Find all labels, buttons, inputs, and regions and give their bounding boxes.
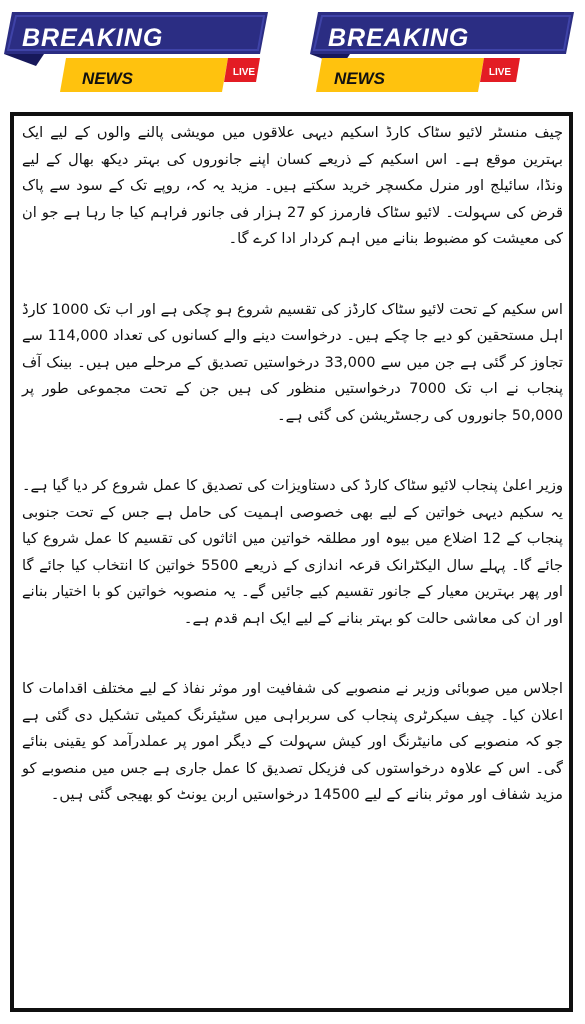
article-body xyxy=(22,120,563,809)
live-tag: LIVE xyxy=(232,67,256,78)
breaking-text: BREAKING xyxy=(328,24,470,52)
news-text: NEWS xyxy=(82,69,133,88)
article-paragraph: اجلاس میں صوبائی وزیر نے منصوبے کی شفافیت اور موثر نفاذ کے لیے مختلف اقدامات کا اعلان کیا۔ چیف سیکرٹری پنجاب کی سربراہی میں سٹیئرنگ کمیٹی تشکیل دی گئی ہے جو کہ منصوبے کی مانیٹرنگ اور کیش سہولت کے دیگر امور پر عملدرآمد کو یقینی بنائے گی۔ اس کے علاوہ درخواستوں کی فزیکل تصدیق کا عمل جاری ہے جس میں منصوبے کو مزید شفاف اور موثر بنانے کے لیے 14500 درخواستیں اربن یونٹ کو بھیجی گئی ہیں۔ xyxy=(22,680,563,803)
breaking-text: BREAKING xyxy=(22,24,164,52)
breaking-news-badge xyxy=(4,6,276,96)
news-text: NEWS xyxy=(334,69,385,88)
breaking-news-badge xyxy=(310,6,582,96)
article-paragraph: وزیر اعلیٰ پنجاب لائیو سٹاک کارڈ کی دستاویزات کی تصدیق کا عمل شروع کر دیا گیا ہے۔ یہ سکیم دیہی خواتین کے لیے بھی خصوصی اہمیت کی حامل ہے جس کے تحت جنوبی پنجاب کے 12 اضلاع میں بیوہ اور مطلقہ خواتین میں اثاثوں کی تقسیم کا عمل شروع کیا جائے گا۔ پہلے سال الیکٹرانک قرعہ اندازی کے ذریعے 5500 خواتین کا انتخاب کیا جائے گا اور پھر بہترین معیار کے جانور تقسیم کیے جائیں گے۔ یہ منصوبہ خواتین کو با اختیار بنانے اور ان کی معاشی حالت کو بہتر بنانے کے لیے ایک اہم قدم ہے۔ xyxy=(22,477,563,627)
article-paragraph: چیف منسٹر لائیو سٹاک کارڈ اسکیم دیہی علاقوں میں مویشی پالنے والوں کے لیے ایک بہترین موقع ہے۔ اس اسکیم کے ذریعے کسان اپنے جانوروں کی بہتر دیکھ بھال کے لیے ونڈا، سائیلج اور منرل مکسچر خرید سکتے ہیں۔ مزید یہ کہ، روپے تک کے سود سے پاک قرض کی سہولت۔ لائیو سٹاک فارمرز کو 27 ہزار فی جانور فراہم کیا جا رہا ہے جو ان کی معیشت کو مضبوط بنانے میں اہم کردار ادا کرے گا۔ xyxy=(22,124,563,247)
live-tag: LIVE xyxy=(488,67,512,78)
article-paragraph: اس سکیم کے تحت لائیو سٹاک کارڈز کی تقسیم شروع ہو چکی ہے اور اب تک 1000 کارڈ اہل مستحقین کو دیے جا چکے ہیں۔ درخواست دینے والے کسانوں کی تعداد 114,000 سے تجاوز کر گئی ہے جن میں سے 33,000 درخواستیں تصدیق کے مرحلے میں ہیں۔ بینک آف پنجاب نے اب تک 7000 درخواستیں منظور کی ہیں جن کے تحت مجموعی طور پر 50,000 جانوروں کی رجسٹریشن کی گئی ہے۔ xyxy=(22,300,564,424)
